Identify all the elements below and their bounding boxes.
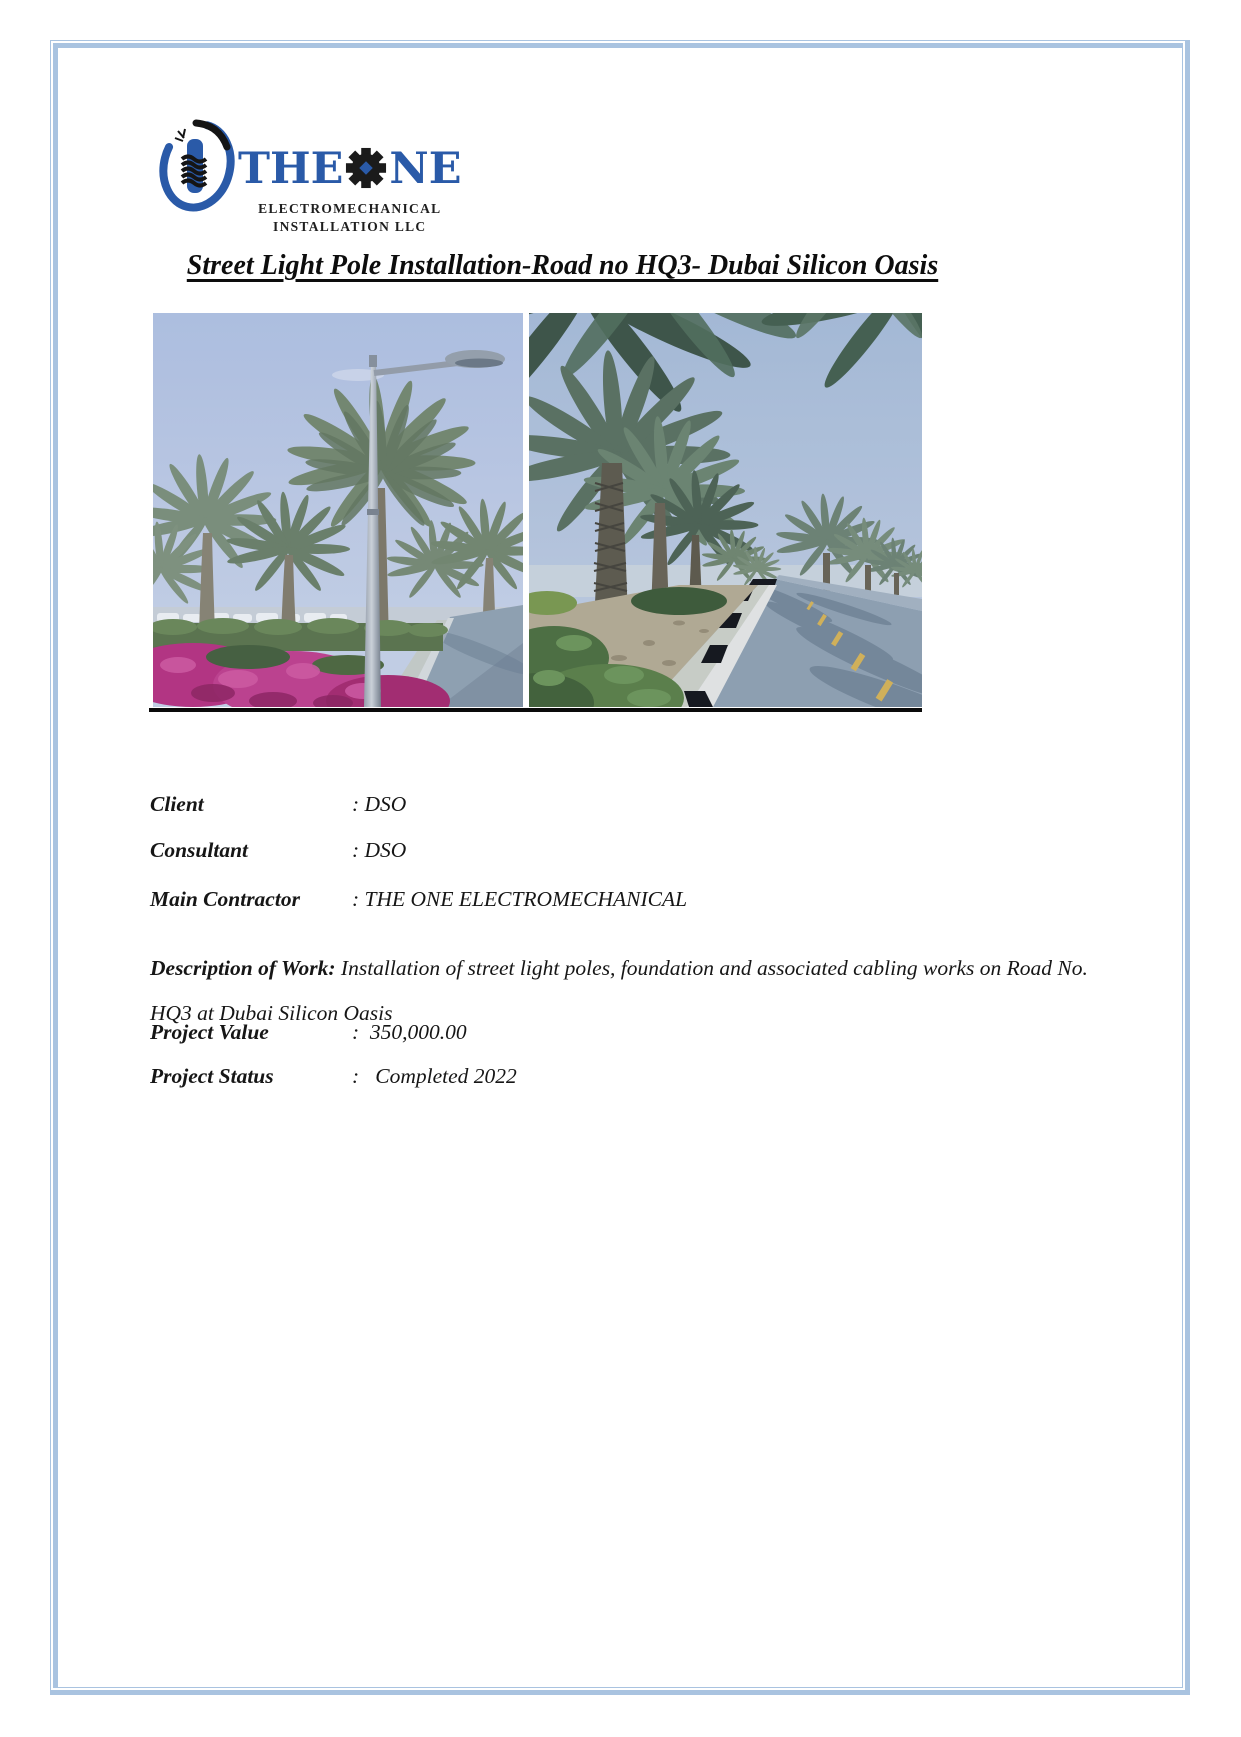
main-contractor-value: : THE ONE ELECTROMECHANICAL <box>352 887 688 911</box>
main-contractor-label: Main Contractor <box>150 887 300 911</box>
logo-subtitle-1: ELECTROMECHANICAL <box>258 201 442 216</box>
consultant-label: Consultant <box>150 838 248 862</box>
company-logo <box>156 116 462 235</box>
page-border-inner <box>53 43 1183 1688</box>
project-status-value: : Completed 2022 <box>352 1064 517 1088</box>
description-label: Description of Work: <box>150 955 336 980</box>
client-value: : DSO <box>352 792 407 816</box>
brand-the: THE <box>238 143 344 194</box>
client-label: Client <box>150 792 204 816</box>
page-title: Street Light Pole Installation-Road no HQ3- Dubai Silicon Oasis <box>186 250 939 281</box>
project-value-value: : 350,000.00 <box>352 1020 467 1044</box>
gear-icon <box>345 147 387 197</box>
project-photos <box>153 313 922 707</box>
description-value: Installation of street light poles, foundation and associated cabling works on Road No. HQ3 at Dubai Silicon Oasis <box>150 955 1088 1025</box>
detail-row-main-contractor <box>150 884 687 914</box>
page-border-outer <box>50 40 1190 1695</box>
photo-underline-rule <box>149 708 922 712</box>
brand-ne: NE <box>389 143 462 194</box>
detail-row-project-status <box>150 1061 517 1091</box>
consultant-value: : DSO <box>352 838 407 862</box>
photo-street-light-pole <box>153 313 523 707</box>
logo-text <box>238 116 462 235</box>
photo-palm-lined-road <box>529 313 922 707</box>
bolt-swoosh-icon <box>156 116 238 212</box>
brand-name <box>238 144 462 194</box>
detail-row-project-value <box>150 1017 467 1047</box>
project-status-label: Project Status <box>150 1064 274 1088</box>
detail-row-consultant <box>150 835 406 865</box>
project-value-label: Project Value <box>150 1020 269 1044</box>
detail-row-client <box>150 789 406 819</box>
logo-subtitle-2: INSTALLATION LLC <box>273 219 427 234</box>
